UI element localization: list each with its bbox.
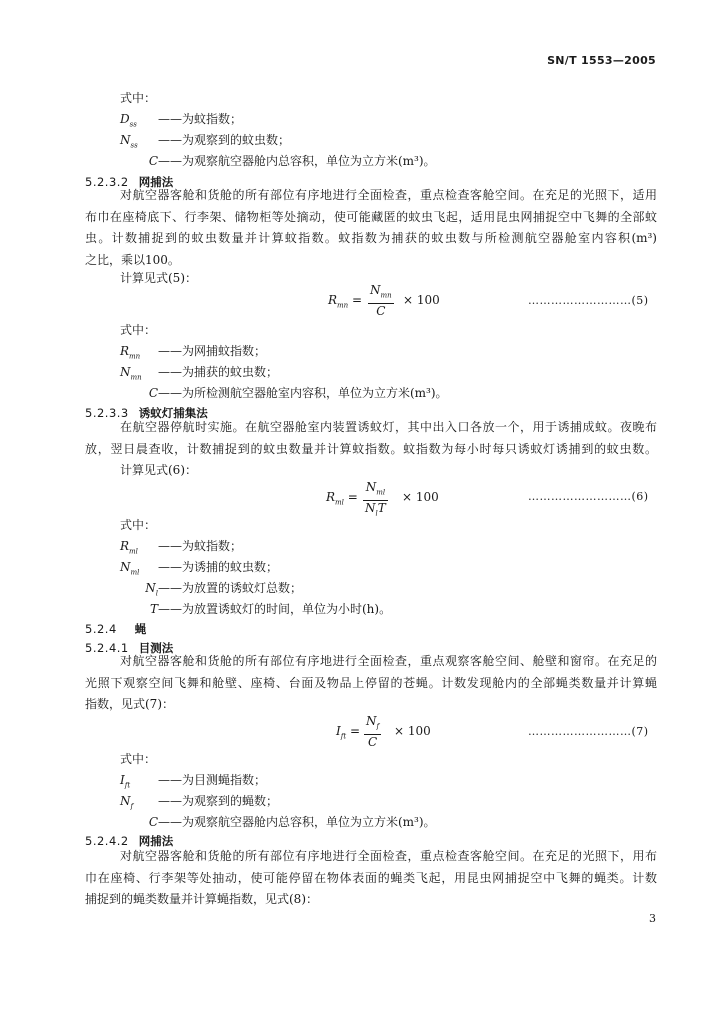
- definition-item: $N_l——$为放置的诱蚊灯总数；: [145, 581, 303, 598]
- equation-number: ………………………(6): [528, 490, 649, 503]
- definition-item: $N_{ss}$ ——为观察到的蚊虫数；: [120, 133, 291, 150]
- section-heading: 5.2.4 蝇: [85, 622, 147, 636]
- where-label: 式中：: [120, 323, 157, 337]
- section-heading: 5.2.3.3 诱蚊灯捕集法: [85, 406, 208, 420]
- where-label: 式中：: [120, 518, 157, 532]
- formula-6: $R_{ml}$ = $N_{ml}$ $N_lT$ × 100: [326, 480, 439, 518]
- definition-item: $D_{ss}$ ——为蚊指数；: [120, 112, 243, 129]
- equation-number: ………………………(7): [528, 725, 649, 738]
- definition-item: $I_{ft}$ ——为目测蝇指数；: [120, 773, 267, 790]
- paragraph: 在航空器停航时实施。在航空器舱室内装置诱蚊灯，其中出入口各放一个，用于诱捕成蚊。夜晚布 放，翌日晨查收，计数捕捉到的蚊虫数量并计算蚊指数。蚊指数为每小时每只诱蚊灯诱捕到的蚊虫数。: [85, 420, 657, 456]
- paragraph: 对航空器客舱和货舱的所有部位有序地进行全面检查，重点检查客舱空间。在充足的光照下，适用 布巾在座椅底下、行李架、储物柜等处摘动，使可能藏匿的蚊虫飞起，适用昆虫网捕捉空中飞舞的全部蚊 虫。计数捕捉到的蚊虫数量并计算蚊指数。蚊指数为捕获的蚊虫数与所检测航空器舱室内容积(m³) 之比，乘以100。: [85, 188, 657, 267]
- definition-item: C——为所检测航空器舱室内容积，单位为立方米(m³)。: [148, 386, 448, 400]
- standard-code: SN/T 1553—2005: [547, 54, 656, 67]
- section-heading: 5.2.3.2 网捕法: [85, 175, 174, 189]
- definition-item: $R_{ml}$ ——为蚊指数；: [120, 539, 243, 556]
- formula-7: $I_{ft}$ = $\frac{N_f}{C}$ × 100: [336, 714, 431, 750]
- section-heading: 5.2.4.1 目测法: [85, 641, 174, 655]
- definition-item: C——为观察航空器舱内总容积，单位为立方米(m³)。: [148, 154, 436, 168]
- where-label: 式中：: [120, 752, 157, 766]
- definition-item: T——为放置诱蚊灯的时间，单位为小时(h)。: [149, 602, 392, 616]
- where-label: 式中：: [120, 91, 157, 105]
- definition-item: $N_{mn}$ ——为捕获的蚊虫数；: [120, 365, 279, 382]
- paragraph: 对航空器客舱和货舱的所有部位有序地进行全面检查，重点观察客舱空间、舱壁和窗帘。在充足的 光照下观察空间飞舞和舱壁、座椅、台面及物品上停留的苍蝇。计数发现舱内的全部蝇类数量并计算蝇 指数，见式(7)：: [85, 654, 657, 711]
- page-number: 3: [649, 912, 656, 925]
- paragraph: 对航空器客舱和货舱的所有部位有序地进行全面检查，重点检查客舱空间。在充足的光照下，用布 巾在座椅、行李架等处抽动，使可能停留在物体表面的蝇类飞起，用昆虫网捕捉空中飞舞的蝇类。计数 捕捉到的蝇类数量并计算蝇指数，见式(8)：: [85, 849, 657, 906]
- calc-ref: 计算见式(5)：: [120, 271, 197, 285]
- equation-number: ………………………(5): [528, 294, 649, 307]
- formula-5: $R_{mn}$ = $N_{mn}$ C × 100: [328, 283, 440, 319]
- definition-item: $N_{ml}$ ——为诱捕的蚊虫数；: [120, 560, 279, 577]
- definition-item: C——为观察航空器舱内总容积，单位为立方米(m³)。: [148, 815, 436, 829]
- definition-item: $R_{mn}$ ——为网捕蚊指数；: [120, 344, 267, 361]
- calc-ref: 计算见式(6)：: [120, 463, 197, 477]
- section-heading: 5.2.4.2 网捕法: [85, 834, 174, 848]
- definition-item: $N_f$ ——为观察到的蝇数；: [120, 794, 279, 811]
